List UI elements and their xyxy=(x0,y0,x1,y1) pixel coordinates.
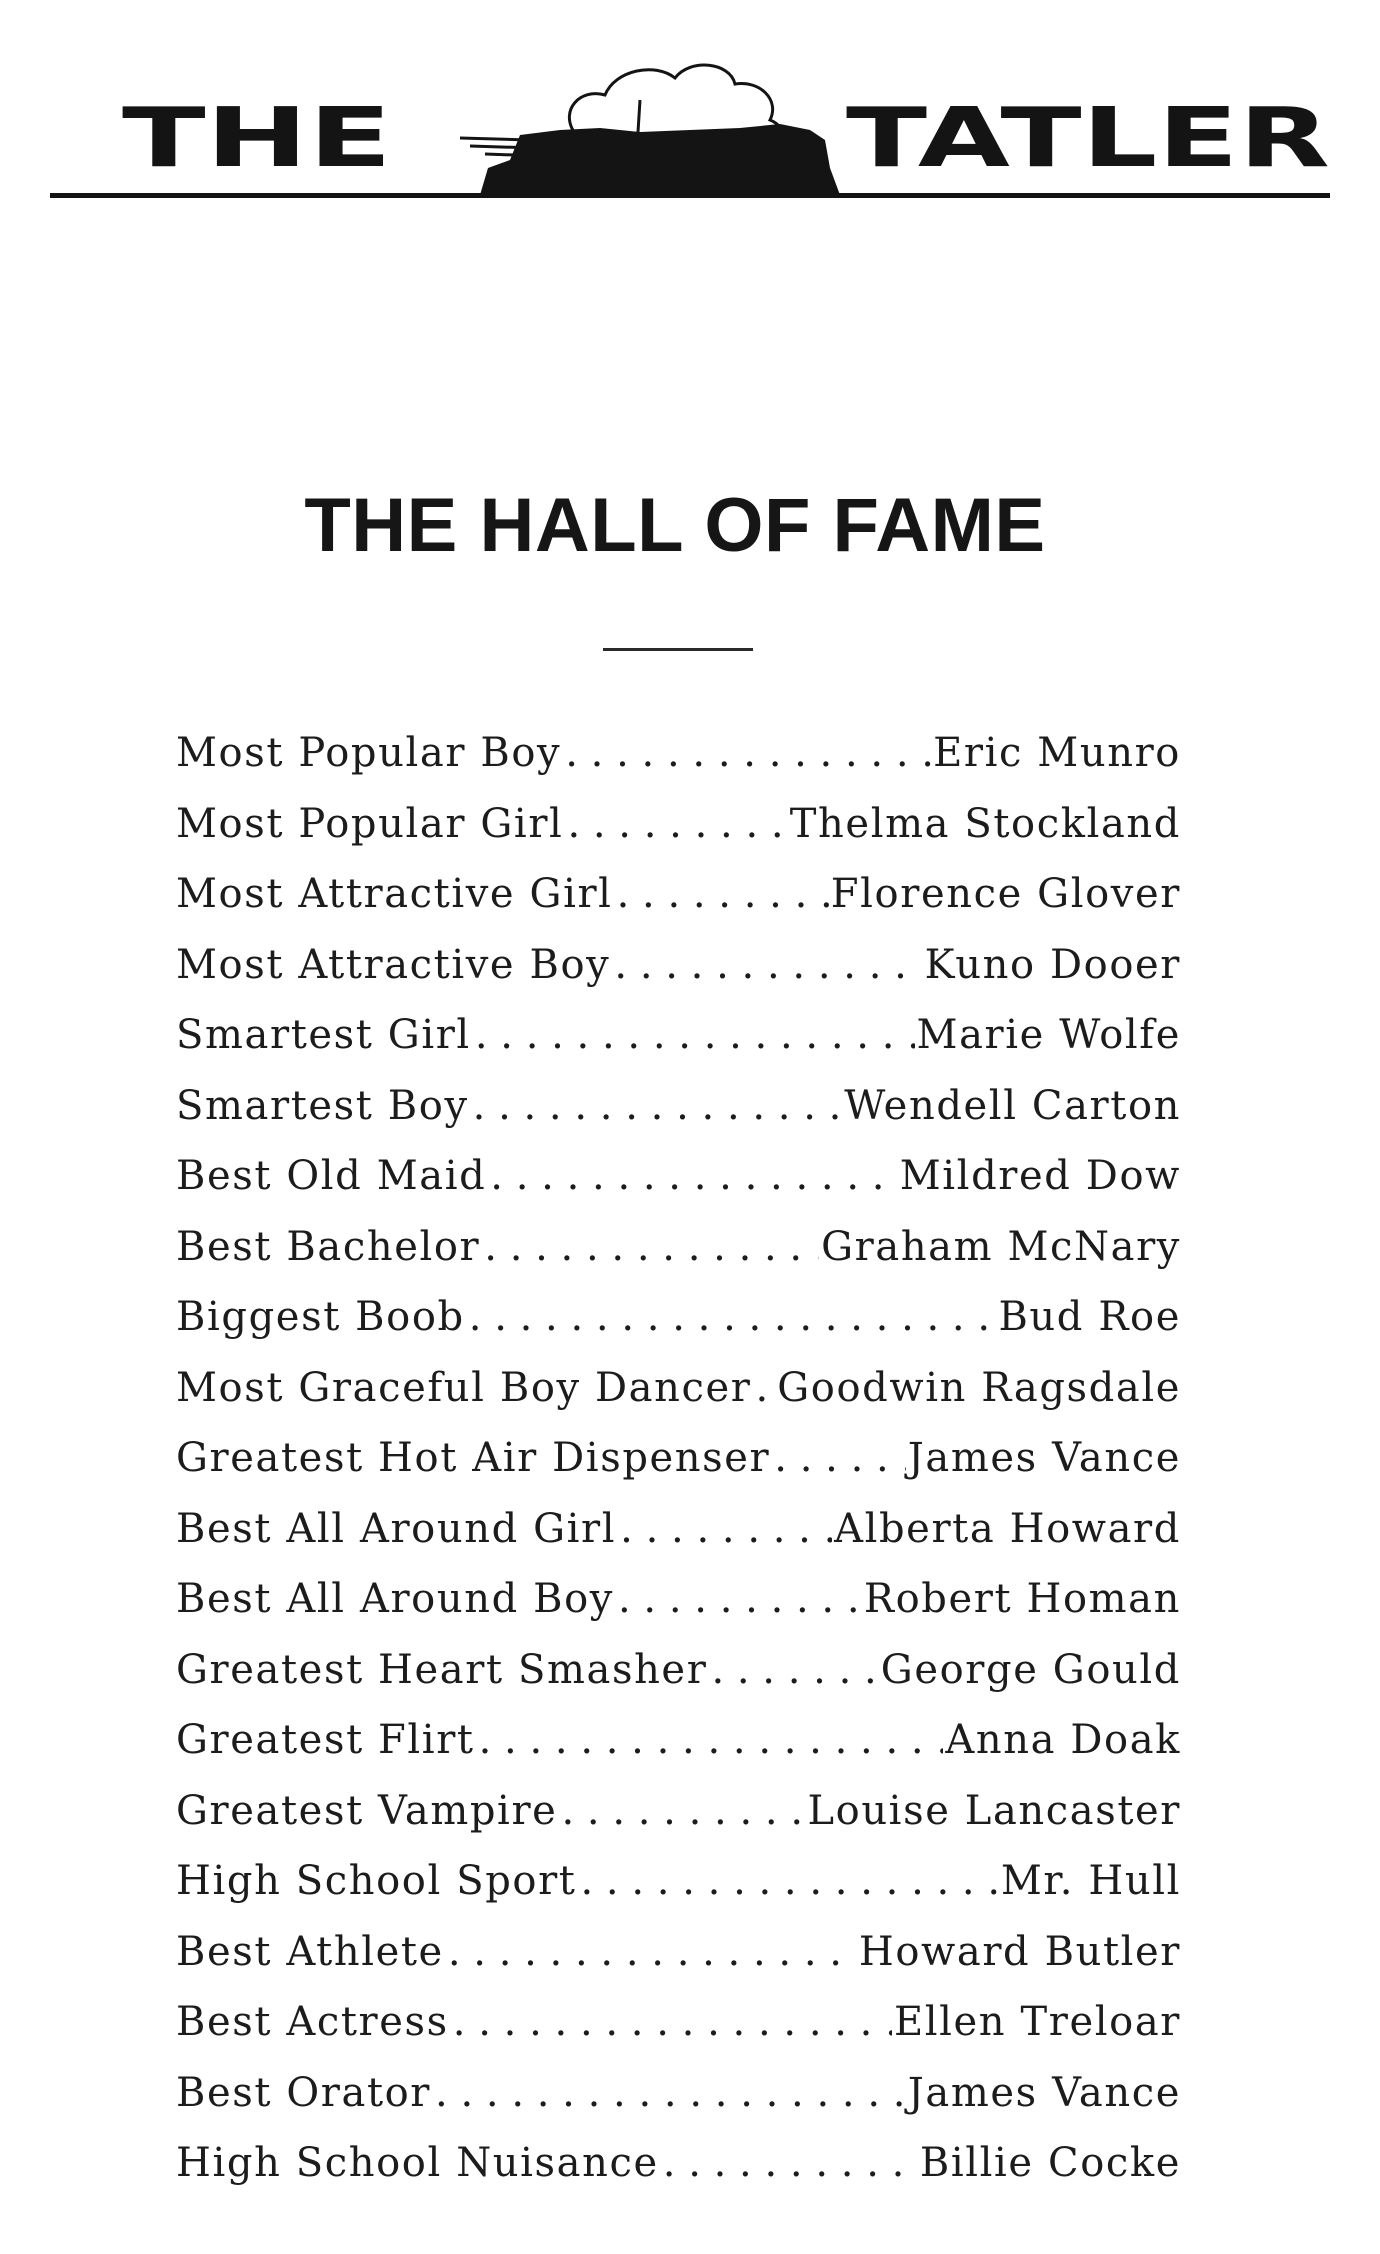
award-category: Best All Around Girl xyxy=(176,1505,617,1552)
dot-leader xyxy=(448,1929,857,1975)
award-winner: James Vance xyxy=(907,1435,1181,1481)
award-category: Best All Around Boy xyxy=(176,1576,614,1622)
award-row xyxy=(176,1083,1181,1154)
dot-leader xyxy=(484,1224,819,1270)
award-winner: Robert Homan xyxy=(863,1576,1181,1622)
award-category: Most Attractive Girl xyxy=(176,871,613,917)
award-winner: Anna Doak xyxy=(945,1717,1181,1763)
award-winner: Louise Lancaster xyxy=(807,1787,1181,1834)
award-row xyxy=(176,1506,1181,1577)
dot-leader xyxy=(774,1435,905,1481)
award-row xyxy=(176,1929,1181,2000)
award-row xyxy=(176,1717,1181,1788)
dot-leader xyxy=(567,801,787,847)
award-row xyxy=(176,730,1181,801)
dot-leader xyxy=(475,1012,915,1058)
award-row xyxy=(176,1294,1181,1365)
award-winner: Alberta Howard xyxy=(834,1505,1181,1552)
award-category: Most Attractive Boy xyxy=(176,941,611,988)
title-divider xyxy=(603,648,753,651)
dot-leader xyxy=(711,1647,878,1693)
award-row xyxy=(176,1224,1181,1295)
award-row xyxy=(176,1365,1181,1436)
award-category: High School Nuisance xyxy=(176,2140,659,2186)
award-category: Best Actress xyxy=(176,1999,449,2045)
dot-leader xyxy=(561,1788,805,1834)
award-category: Smartest Boy xyxy=(176,1082,469,1129)
masthead-banner xyxy=(40,40,1340,220)
award-row xyxy=(176,1576,1181,1647)
award-category: Greatest Vampire xyxy=(176,1787,558,1834)
award-category: Best Athlete xyxy=(176,1928,444,1975)
dot-leader xyxy=(756,1365,776,1411)
award-winner: Howard Butler xyxy=(858,1928,1181,1975)
page-title: THE HALL OF FAME xyxy=(304,483,1046,568)
award-row xyxy=(176,1788,1181,1859)
award-row xyxy=(176,2070,1181,2141)
dot-leader xyxy=(618,1576,862,1622)
masthead-left-word: THE xyxy=(122,91,392,186)
award-winner: Thelma Stockland xyxy=(789,800,1181,847)
dot-leader xyxy=(620,1506,832,1552)
award-category: Greatest Hot Air Dispenser xyxy=(176,1435,771,1481)
dot-leader xyxy=(565,730,931,776)
dot-leader xyxy=(614,942,922,988)
award-category: Most Popular Girl xyxy=(176,800,564,847)
awards-list xyxy=(176,730,1181,2211)
award-category: Most Graceful Boy Dancer xyxy=(176,1364,752,1411)
award-winner: Wendell Carton xyxy=(844,1082,1181,1129)
award-winner: Mr. Hull xyxy=(1000,1858,1181,1904)
dot-leader xyxy=(490,1153,897,1199)
dot-leader xyxy=(617,871,829,917)
dot-leader xyxy=(663,2140,918,2186)
award-category: Best Orator xyxy=(176,2069,432,2116)
award-row xyxy=(176,871,1181,942)
award-winner: Billie Cocke xyxy=(919,2140,1181,2186)
award-category: Greatest Flirt xyxy=(176,1717,475,1763)
award-category: Most Popular Boy xyxy=(176,730,562,776)
award-category: Biggest Boob xyxy=(176,1294,465,1340)
award-category: Smartest Girl xyxy=(176,1012,471,1058)
dot-leader xyxy=(469,1294,997,1340)
award-row xyxy=(176,1153,1181,1224)
award-row xyxy=(176,2140,1181,2211)
award-winner: Eric Munro xyxy=(933,730,1181,776)
award-category: Greatest Heart Smasher xyxy=(176,1646,708,1693)
dot-leader xyxy=(473,1083,843,1129)
award-category: High School Sport xyxy=(176,1858,577,1904)
dot-leader xyxy=(479,1717,944,1763)
award-row xyxy=(176,1999,1181,2070)
award-winner: Bud Roe xyxy=(998,1294,1181,1340)
award-row xyxy=(176,942,1181,1013)
masthead-illustration xyxy=(460,65,840,195)
award-winner: George Gould xyxy=(880,1646,1181,1693)
award-row xyxy=(176,801,1181,872)
award-winner: Graham McNary xyxy=(821,1223,1181,1270)
award-category: Best Bachelor xyxy=(176,1223,481,1270)
award-category: Best Old Maid xyxy=(176,1153,487,1199)
award-winner: Kuno Dooer xyxy=(924,941,1181,988)
award-row xyxy=(176,1858,1181,1929)
award-winner: Goodwin Ragsdale xyxy=(777,1364,1181,1411)
award-row xyxy=(176,1647,1181,1718)
dot-leader xyxy=(435,2070,906,2116)
award-winner: Marie Wolfe xyxy=(916,1012,1181,1058)
dot-leader xyxy=(580,1858,998,1904)
award-winner: Florence Glover xyxy=(830,871,1181,917)
masthead-right-word: TATLER xyxy=(846,91,1330,186)
award-winner: Ellen Treloar xyxy=(893,1999,1181,2045)
award-row xyxy=(176,1012,1181,1083)
award-winner: James Vance xyxy=(907,2069,1181,2116)
award-winner: Mildred Dow xyxy=(899,1153,1181,1199)
dot-leader xyxy=(453,1999,892,2045)
award-row xyxy=(176,1435,1181,1506)
